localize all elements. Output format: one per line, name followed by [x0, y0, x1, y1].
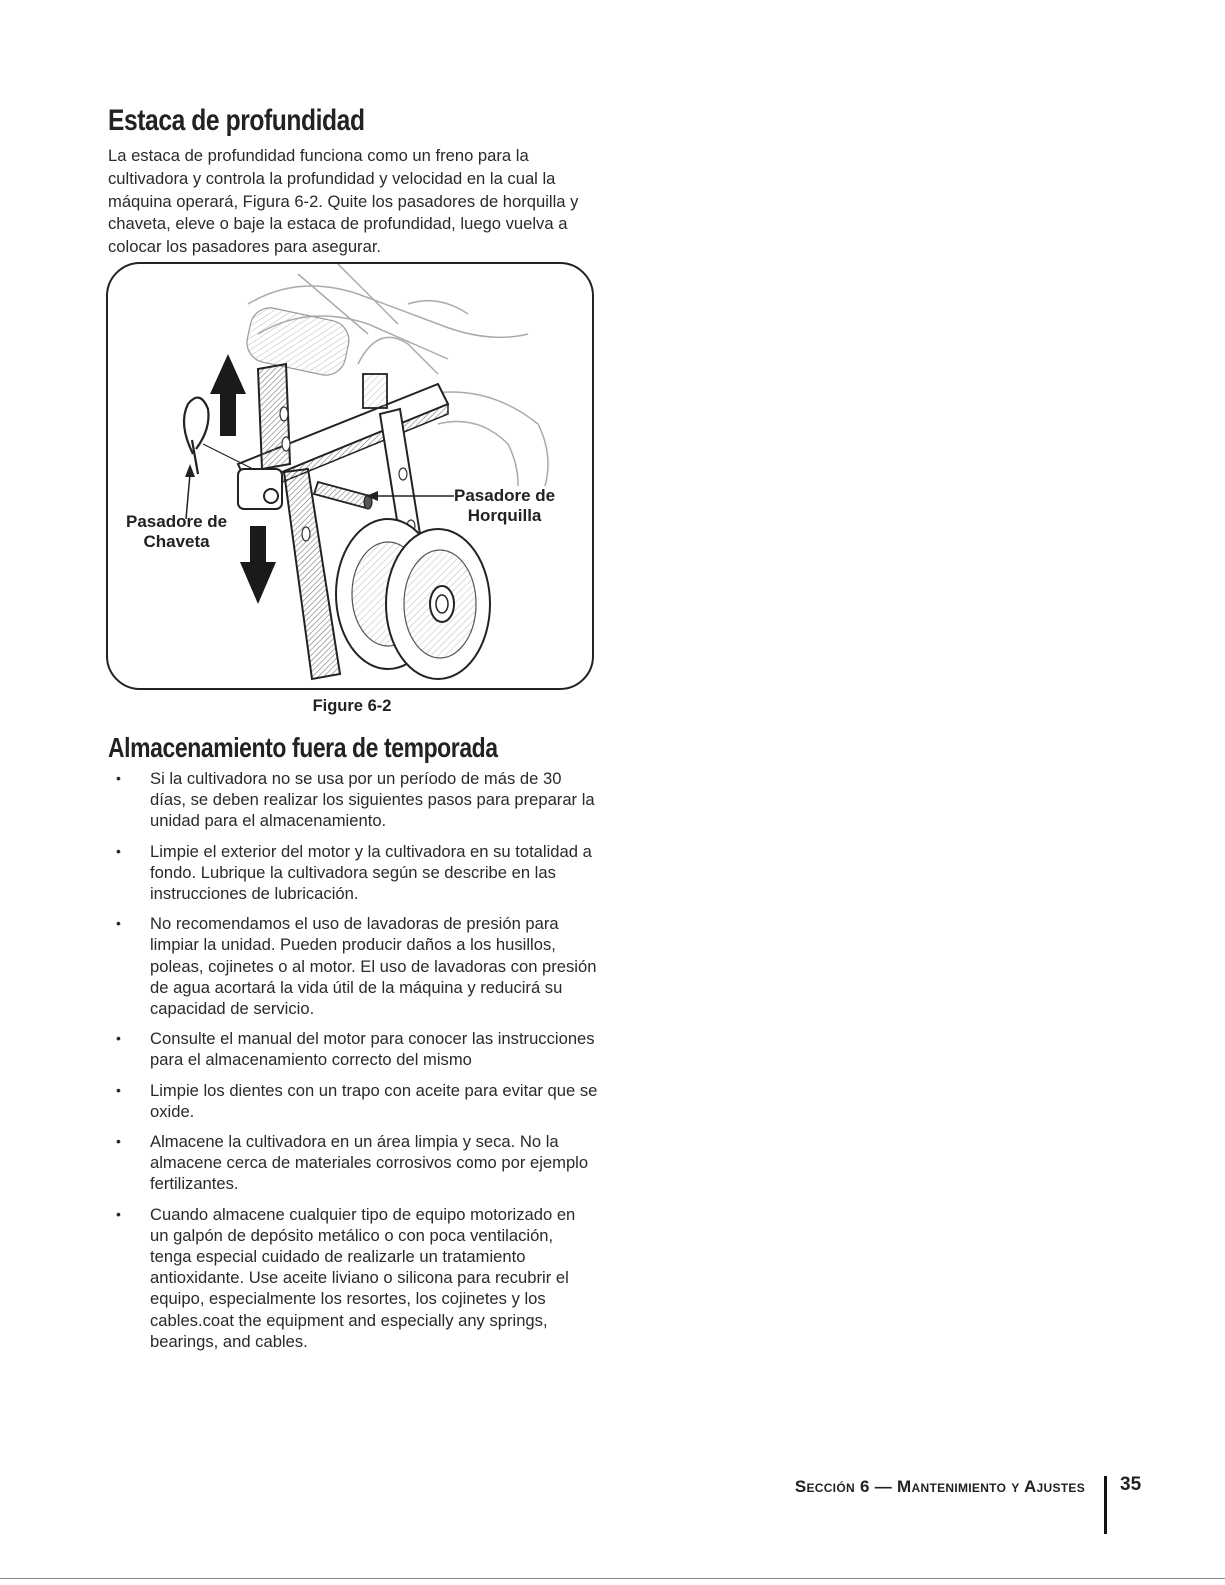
clevis-pin — [314, 482, 372, 509]
depth-stake-paragraph: La estaca de profundidad funciona como un freno para la cultivadora y controla la profundidad y velocidad en la cual la máquina operará, Figura 6-2. Quite los pasadores de horquilla y chaveta, eleve o baje la estaca de profundidad, luego vuelva a colocar los pasadores para asegurar. — [108, 146, 579, 257]
page-number: 35 — [1120, 1474, 1142, 1495]
section-title-depth-stake: Estaca de profundidad — [108, 104, 365, 137]
label-cotter-pin: Pasadore de Chaveta — [126, 512, 228, 551]
figure-caption: Figure 6-2 — [312, 697, 392, 715]
list-item: • Almacene la cultivadora en un área limpia y seca. No la almacene cerca de materiales corrosivos como por ejemplo fertilizantes. — [116, 1132, 589, 1194]
footer-divider — [1104, 1476, 1107, 1534]
list-item: • No recomendamos el uso de lavadoras de presión para limpiar la unidad. Pueden producir daños a los husillos, poleas, cojinetes o al motor. El uso de lavadoras con presión de agua acortará la vida útil de la máquina y reducirá su capacidad de servicio. — [116, 914, 597, 1019]
gauge-wheels — [336, 519, 490, 679]
label-clevis-pin: Pasadore de Horquilla — [454, 486, 556, 525]
figure-6-2 — [106, 262, 594, 690]
hairpin-cotter — [184, 398, 209, 474]
page-bottom-edge — [0, 1578, 1225, 1579]
storage-bullet-list — [108, 768, 598, 1361]
list-item: • Cuando almacene cualquier tipo de equipo motorizado en un galpón de depósito metálico o con poca ventilación, tenga especial cuidado de realizarle un tratamiento antioxidante. Use aceite liviano o silicona para recubrir el equipo, especialmente los resortes, los cojinetes y los cables.coat the equipment and especially any springs, bearings, and cables. — [116, 1204, 576, 1351]
list-item: • Limpie los dientes con un trapo con aceite para evitar que se oxide. — [116, 1080, 598, 1121]
list-item: • Limpie el exterior del motor y la cultivadora en su totalidad a fondo. Lubrique la cultivadora según se describe en las instrucciones de lubricación. — [116, 841, 592, 904]
tiller-depth-stake-illustration — [108, 264, 594, 690]
section-title-storage: Almacenamiento fuera de temporada — [108, 732, 498, 763]
list-item: • Consulte el manual del motor para conocer las instrucciones para el almacenamiento correcto del mismo — [116, 1029, 595, 1070]
depth-stake — [258, 364, 340, 679]
arrow-up-icon — [210, 354, 246, 436]
arrow-down-icon — [240, 526, 276, 604]
list-item: • Si la cultivadora no se usa por un período de más de 30 días, se deben realizar los siguientes pasos para preparar la unidad para el almacenamiento. — [116, 769, 595, 831]
footer-section-text: Sección 6 — Mantenimiento y Ajustes — [794, 1477, 1085, 1496]
